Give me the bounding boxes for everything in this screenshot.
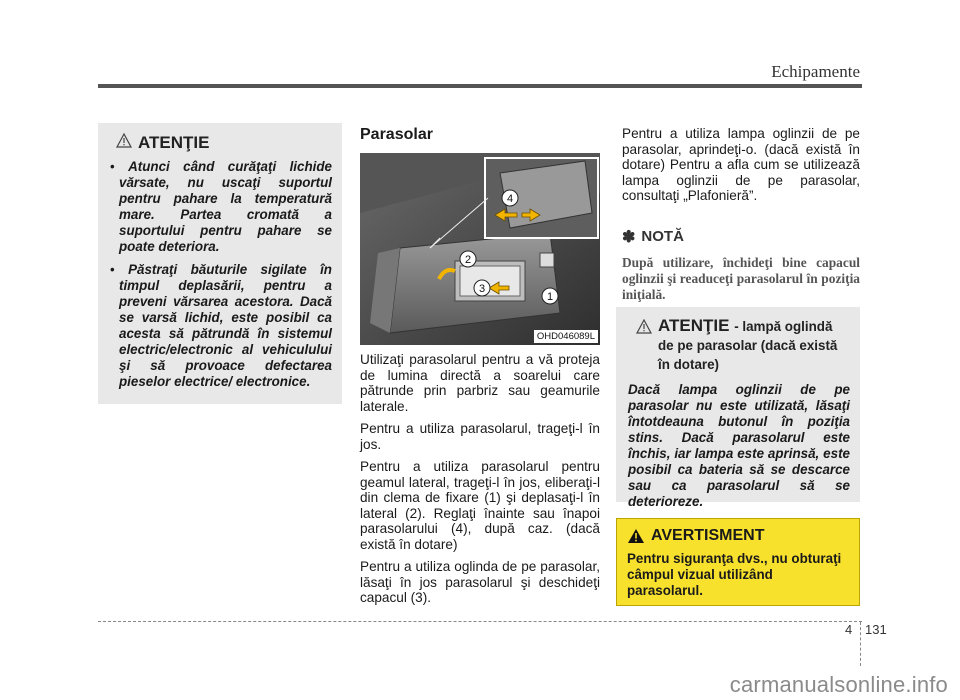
sun-visor-figure	[360, 153, 600, 345]
caution-item: • Păstraţi băuturile sigilate în timpul deplasării, pentru a preveni vărsarea acestora. Dacă se varsă lichid, este posibil ca acesta să pătrundă în sistemul electric/electronic al vehiculului şi să provoace defectarea pieselor electrice/ electronice.	[110, 262, 332, 389]
warning-title: AVERTISMENT	[651, 527, 765, 544]
chapter-title: Echipamente	[771, 62, 860, 81]
note-text: După utilizare, închideţi bine capacul oglinzii şi readuceţi parasolarul în poziţia iniţială.	[622, 254, 860, 302]
caution-box-left	[98, 123, 342, 404]
caution-subtitle: - lampă oglindă de pe parasolar (dacă există în dotare)	[658, 319, 838, 372]
caution-header	[108, 133, 332, 153]
warning-text: Pentru siguranţa dvs., nu obturaţi câmpul vizual utilizând parasolarul.	[627, 551, 842, 598]
intro-paragraph: Pentru a utiliza lampa oglinzii de pe parasolar, aprindeţi-o. (dacă există în dotare) Pentru a afla cum se utilizează lampa oglinzii de pe parasolar, consultaţi „Plafonieră”.	[622, 126, 860, 203]
warning-triangle-icon	[116, 133, 132, 148]
header-rule	[98, 84, 862, 88]
callout-1	[542, 288, 558, 304]
paragraph: Utilizaţi parasolarul pentru a vă proteja de lumina directă a soarelui care pătrunde prin parbriz sau geamurile laterale.	[360, 352, 600, 414]
sun-visor-illustration	[360, 153, 600, 345]
paragraph: Pentru a utiliza parasolarul pentru geamul lateral, trageţi-l în jos, eliberaţi-l din clema de fixare (1) şi deplasaţi-l în lateral (2). Reglaţi înainte sau înapoi parasolarului (4), după caz. (dacă există în dotare)	[360, 459, 600, 552]
paragraph: Pentru a utiliza parasolarul, trageţi-l în jos.	[360, 421, 600, 452]
caution-box-right	[616, 307, 860, 509]
page-divider	[860, 622, 861, 666]
section-title: Parasolar	[360, 126, 433, 143]
watermark-text: carmanualsonline.info	[729, 672, 948, 697]
note-header	[622, 227, 860, 247]
figure-label: OHD046089L	[534, 330, 598, 343]
warning-header	[627, 527, 849, 545]
note-symbol-icon: ✽	[622, 228, 636, 246]
svg-text:3: 3	[478, 283, 486, 295]
callout-4	[502, 190, 518, 206]
warning-triangle-icon	[636, 319, 652, 334]
caution-header	[628, 317, 850, 374]
warning-box	[616, 518, 860, 606]
svg-text:1: 1	[546, 291, 554, 303]
caution-title: ATENŢIE	[138, 133, 210, 152]
page-number-value: 131	[865, 622, 887, 637]
footer-rule	[98, 621, 862, 622]
paragraph: Pentru a utiliza oglinda de pe parasolar, lăsaţi în jos parasolarul şi deschideţi capacul (3).	[360, 559, 600, 605]
svg-text:4: 4	[506, 193, 514, 205]
middle-body	[360, 352, 600, 613]
svg-text:2: 2	[464, 254, 472, 266]
right-column	[622, 126, 860, 303]
caution-text: Dacă lampa oglinzii de pe parasolar nu este utilizată, lăsaţi întotdeauna butonul în poziţia stins. Dacă parasolarul este închis, iar lampa este aprinsă, este posibil ca bateria să se descarce sau ca parasolarul să se deterioreze.	[628, 382, 850, 509]
note-title: NOTĂ	[641, 228, 684, 245]
warning-triangle-icon	[627, 528, 645, 544]
caution-title: ATENŢIE	[658, 316, 730, 335]
section-number: 4	[845, 622, 853, 637]
middle-column	[360, 126, 600, 144]
callout-2	[460, 251, 476, 267]
caution-list	[108, 159, 332, 390]
callout-3	[474, 280, 490, 296]
caution-item: • Atunci când curăţaţi lichide vărsate, nu uscaţi suportul pentru pahare la temperatură mare. Partea cromată a suportului pentru pahare se poate deteriora.	[110, 159, 332, 254]
